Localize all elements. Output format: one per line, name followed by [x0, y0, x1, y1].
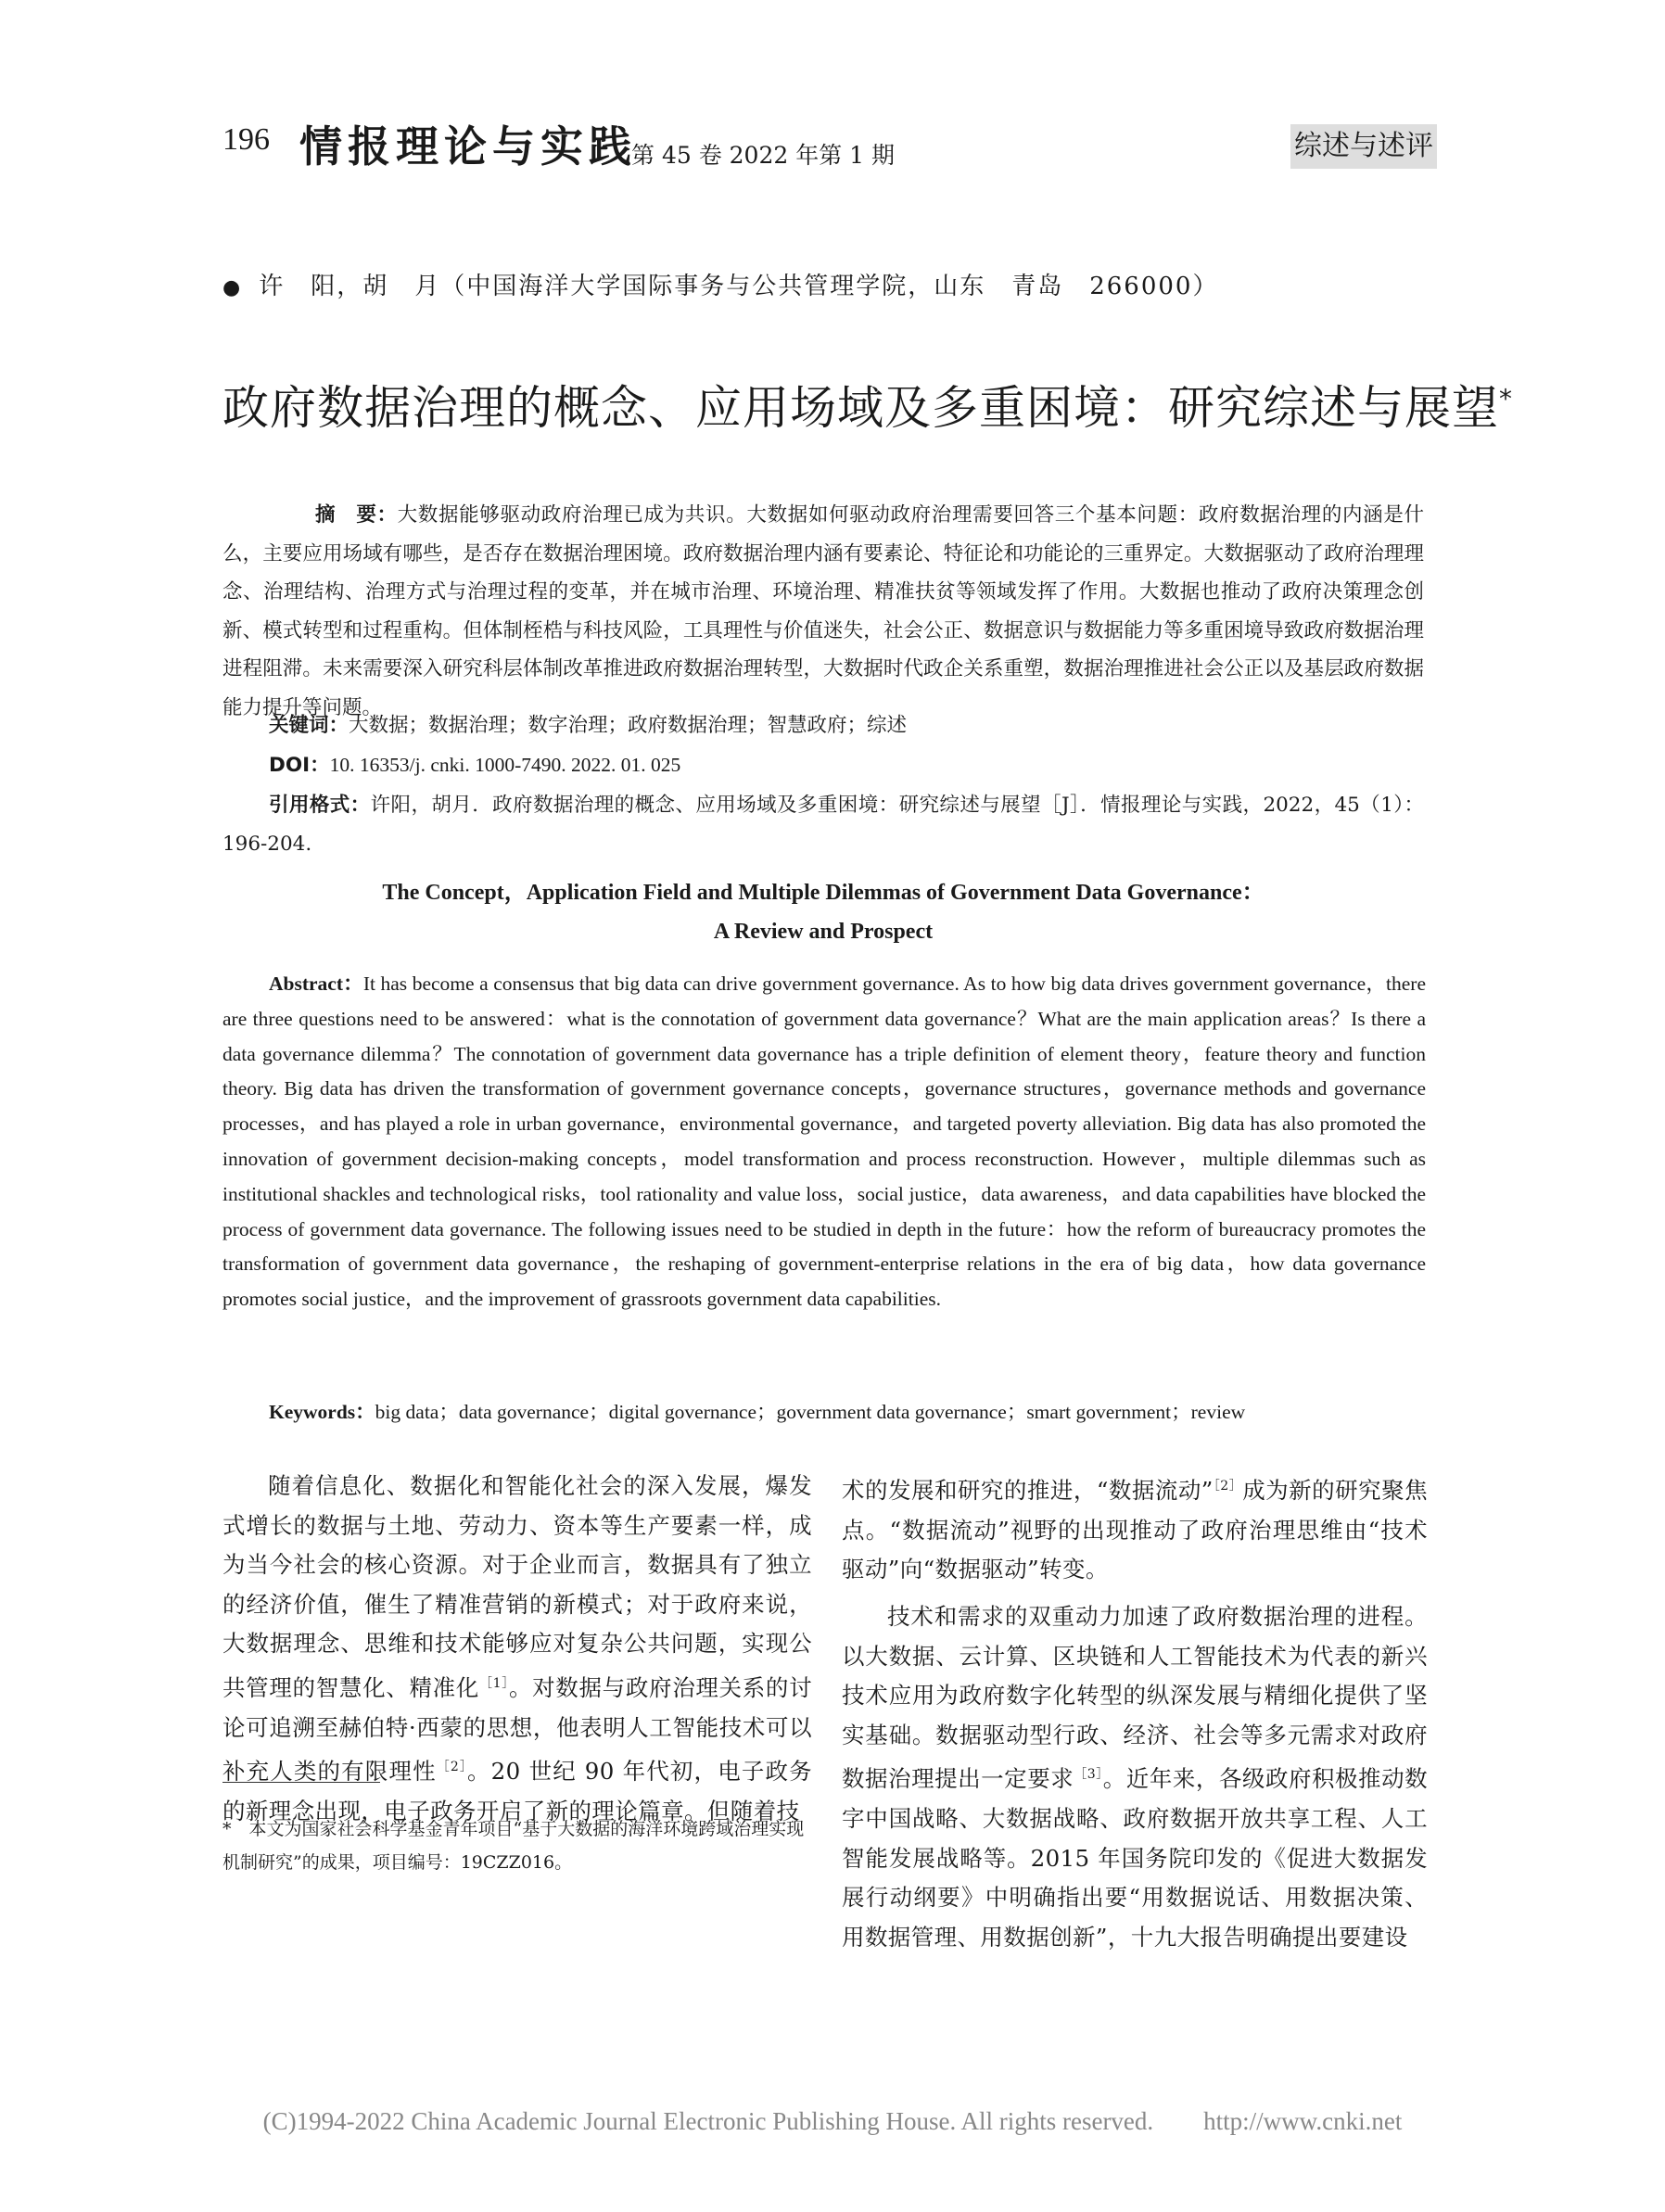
abstract-zh-label: 摘 要： — [315, 503, 398, 527]
bullet-icon: ● — [222, 276, 243, 299]
citation-text: 许阳，胡月．政府数据治理的概念、应用场域及多重困境：研究综述与展望［J］．情报理论与实践，2022，45（1）：196-204. — [222, 794, 1424, 856]
journal-name: 情报理论与实践 — [299, 121, 637, 172]
journal-issue: 第 45 卷 2022 年第 1 期 — [631, 142, 896, 169]
footnote: * 本文为国家社会科学基金青年项目“基于大数据的海洋环境跨域治理实现机制研究”的成果，项目编号：19CZZ016。 — [222, 1819, 805, 1873]
citation-label: 引用格式： — [269, 794, 371, 817]
body-left-column — [222, 1467, 812, 1832]
keywords-en-label: Keywords： — [269, 1401, 375, 1423]
article-title — [222, 371, 1513, 438]
abstract-zh-text: 大数据能够驱动政府治理已成为共识。大数据如何驱动政府治理需要回答三个基本问题：政府数据治理的内涵是什么，主要应用场域有哪些，是否存在数据治理困境。政府数据治理内涵有要素论、特征论和功能论的三重界定。大数据驱动了政府治理理念、治理结构、治理方式与治理过程的变革，并在城市治理、环境治理、精准扶贫等领域发挥了作用。大数据也推动了政府决策理念创新、模式转型和过程重构。但体制桎梏与科技风险，工具理性与价值迷失，社会公正、数据意识与数据能力等多重困境导致政府数据治理进程阻滞。未来需要深入研究科层体制改革推进政府数据治理转型，大数据时代政企关系重塑，数据治理推进社会公正以及基层政府数据能力提升等问题。 — [222, 503, 1424, 719]
section-tag: 综述与述评 — [1290, 124, 1437, 169]
body-paragraph: 随着信息化、数据化和智能化社会的深入发展，爆发式增长的数据与土地、劳动力、资本等生产要素一样，成为当今社会的核心资源。对于企业而言，数据具有了独立的经济价值，催生了精准营销的新模式；对于政府来说，大数据理念、思维和技术能够应对复杂公共问题，实现公共管理的智慧化、精准化$^{[1]}$。对数据与政府治理关系的讨论可追溯至赫伯特·西蒙的思想，他表明人工智能技术可以补充人类的有限理性$^{[2]}$。20 世纪 90 年代初，电子政务的新理念出现，电子政务开启了新的理论篇章。但随着技 — [222, 1472, 812, 1825]
body-right-column — [842, 1467, 1428, 1957]
citation-ref: ［2］ — [1213, 1479, 1243, 1494]
doi-text: 10. 16353/j. cnki. 1000-7490. 2022. 01. 025 — [329, 754, 681, 776]
citation-ref: ［1］ — [478, 1675, 509, 1691]
keywords-zh-text: 大数据；数据治理；数字治理；政府数据治理；智慧政府；综述 — [349, 714, 908, 737]
keywords-zh-label: 关键词： — [269, 714, 350, 737]
authors-line — [222, 267, 1218, 301]
citation — [222, 786, 1424, 863]
abstract-en — [222, 967, 1426, 1317]
citation-ref: ［3］ — [1074, 1767, 1103, 1783]
title-en-line1: The Concept，Application Field and Multiple Dilemmas of Government Data Governance： — [382, 881, 1265, 905]
title-en — [222, 873, 1424, 951]
doi-line — [269, 746, 1424, 785]
authors-text: 许 阳，胡 月（中国海洋大学国际事务与公共管理学院，山东 青岛 266000） — [259, 273, 1219, 300]
keywords-zh — [269, 706, 1424, 745]
body-paragraph: 术的发展和研究的推进，“数据流动”$^{[2]}$成为新的研究聚焦点。“数据流动”视野的出现推动了政府治理思维由“技术驱动”向“数据驱动”转变。 — [842, 1477, 1428, 1583]
keywords-en — [269, 1395, 1424, 1430]
copyright-line: (C)1994-2022 China Academic Journal Electronic Publishing House. All rights reserved. http://www.cnki.net — [262, 2107, 1403, 2135]
abstract-en-label: Abstract： — [269, 973, 363, 995]
article-title-text: 政府数据治理的概念、应用场域及多重困境：研究综述与展望 — [222, 381, 1499, 435]
footnote-divider — [222, 1782, 380, 1783]
title-en-line2: A Review and Prospect — [713, 920, 934, 944]
keywords-en-text: big data；data governance；digital governance；government data governance；smart government；review — [375, 1401, 1246, 1423]
page-number: 196 — [222, 122, 270, 157]
title-footnote-mark: * — [1499, 383, 1513, 414]
citation-ref: ［2］ — [436, 1760, 468, 1775]
doi-label: DOI： — [269, 754, 330, 777]
body-paragraph: 技术和需求的双重动力加速了政府数据治理的进程。以大数据、云计算、区块链和人工智能技术为代表的新兴技术应用为政府数字化转型的纵深发展与精细化提供了坚实基础。数据驱动型行政、经济、社会等多元需求对政府数据治理提出一定要求$^{[3]}$。近年来，各级政府积极推动数字中国战略、大数据战略、政府数据开放共享工程、人工智能发展战略等。2015 年国务院印发的《促进大数据发展行动纲要》中明确指出要“用数据说话、用数据决策、用数据管理、用数据创新”，十九大报告明确提出要建设 — [842, 1602, 1429, 1951]
abstract-zh — [222, 496, 1424, 727]
abstract-en-text: It has become a consensus that big data can drive government governance. As to how big data drives government governance，there are three questions need to be answered：what is the connotation of government data governance？What are the main application areas？Is there a data governance dilemma？The connotation of government data governance has a triple definition of element theory，feature theory and function theory. Big data has driven the transformation of government governance concepts，governance structures，governance methods and governance processes，and has played a role in urban governance，environmental governance，and targeted poverty alleviation. Big data has also promoted the innovation of government decision-making concepts，model transformation and process reconstruction. However，multiple dilemmas such as institutional shackles and technological risks，tool rationality and value loss，social justice，data awareness，and data capabilities have blocked the process of government data governance. The following issues need to be studied in depth in the future：how the reform of bureaucracy promotes the transformation of government data governance，the reshaping of government-enterprise relations in the era of big data，how data governance promotes social justice，and the improvement of grassroots government data capabilities. — [222, 973, 1426, 1311]
